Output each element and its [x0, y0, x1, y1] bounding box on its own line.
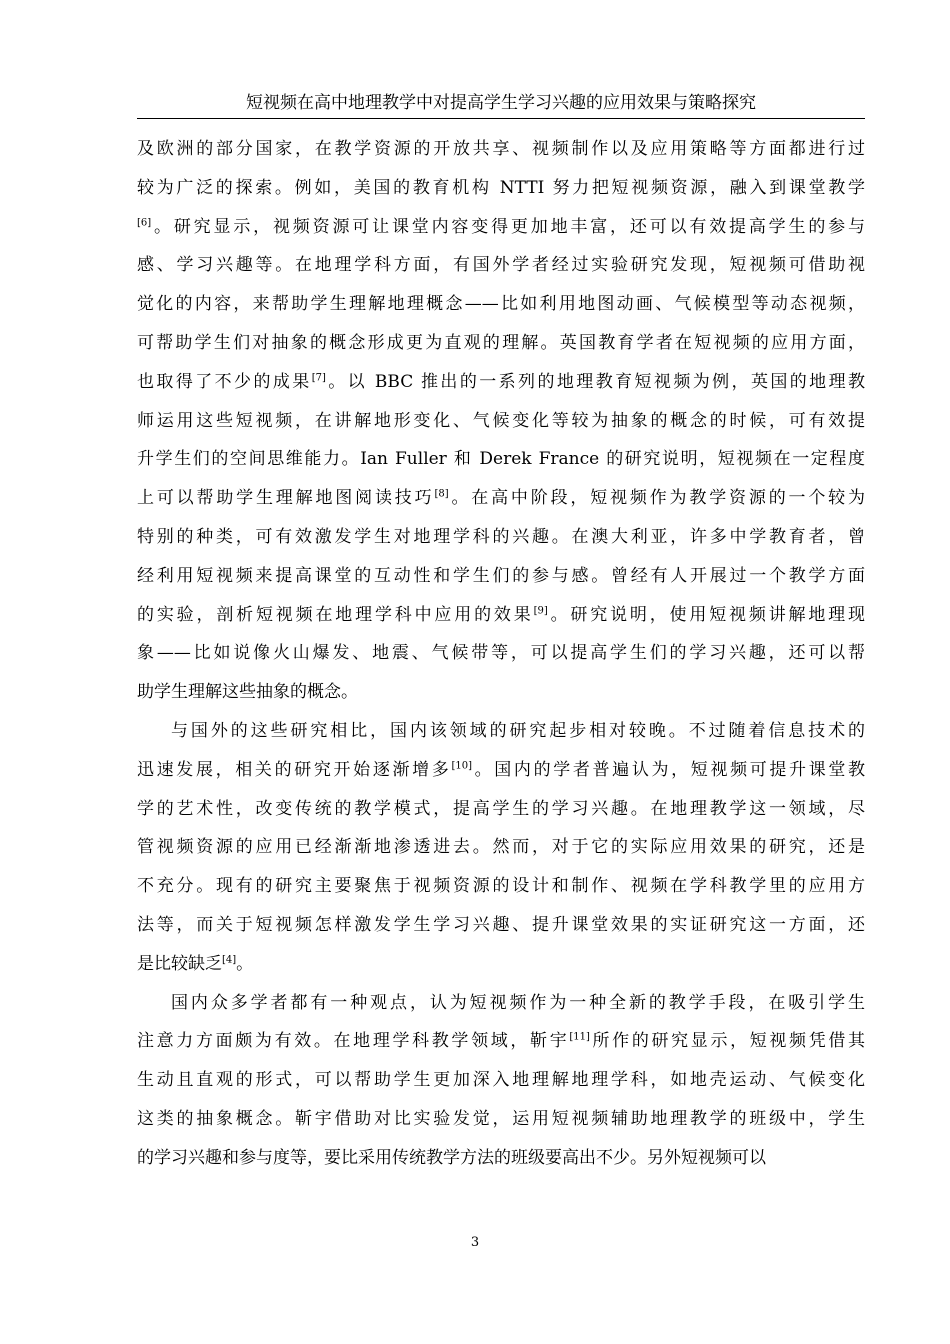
- text-run: 特别的种类，可有效激发学生对地理学科的兴趣。在澳大利亚，许多中学教育者，曾: [137, 526, 865, 547]
- running-header-title: 短视频在高中地理教学中对提高学生学习兴趣的应用效果与策略探究: [246, 93, 756, 113]
- text-line: [137, 169, 865, 208]
- text-run: 可帮助学生们对抽象的概念形成更为直观的理解。英国教育学者在短视频的应用方面，: [137, 332, 865, 353]
- citation-marker: [6]: [137, 216, 152, 228]
- text-line: [137, 479, 865, 518]
- text-line: [137, 1100, 865, 1139]
- text-run: 及欧洲的部分国家，在教学资源的开放共享、视频制作以及应用策略等方面都进行过: [137, 139, 865, 159]
- text-line: [137, 285, 865, 324]
- text-run: 。国内的学者普遍认为，短视频可提升课堂教: [471, 759, 866, 780]
- text-run: 迅速发展，相关的研究开始逐渐增多: [137, 759, 452, 780]
- text-line: [137, 324, 865, 363]
- citation-marker: [8]: [434, 488, 449, 500]
- text-run: 是比较缺乏: [137, 953, 222, 974]
- text-run: 所作的研究显示，短视频凭借其: [589, 1031, 866, 1052]
- text-run: 与国外的这些研究相比，国内该领域的研究起步相对较晚。不过随着信息技术的: [171, 720, 865, 741]
- text-run: 不充分。现有的研究主要聚焦于视频资源的设计和制作、视频在学科教学里的应用方: [137, 876, 865, 897]
- text-run: 升学生们的空间思维能力。Ian Fuller 和 Derek France 的研究说明，短视频在一定程度: [137, 449, 865, 470]
- text-run: 的学习兴趣和参与度等，要比采用传统教学方法的班级要高出不少。另外短视频可以: [137, 1147, 766, 1168]
- text-run: 。: [236, 953, 254, 974]
- text-run: 助学生理解这些抽象的概念。: [137, 682, 358, 703]
- text-run: 。在高中阶段，短视频作为教学资源的一个较为: [448, 488, 866, 509]
- text-run: 生动且直观的形式，可以帮助学生更加深入地理解地理学科，如地壳运动、气候变化: [137, 1070, 865, 1091]
- text-run: 管视频资源的应用已经渐渐地渗透进去。然而，对于它的实际应用效果的研究，还是: [137, 837, 865, 858]
- body-text: [137, 130, 865, 1178]
- text-line: [137, 208, 865, 247]
- text-line: [137, 402, 865, 441]
- text-run: 。研究显示，视频资源可让课堂内容变得更加地丰富，还可以有效提高学生的参与: [151, 216, 865, 237]
- text-run: 。以 BBC 推出的一系列的地理教育短视频为例，英国的地理教: [325, 371, 866, 392]
- text-line: [137, 130, 865, 169]
- text-line: [137, 1022, 865, 1061]
- text-run: 经利用短视频来提高课堂的互动性和学生们的参与感。曾经有人开展过一个教学方面: [137, 565, 865, 586]
- paragraph: [137, 712, 865, 984]
- text-line: [137, 246, 865, 285]
- paragraph: [137, 130, 865, 712]
- text-line: [137, 557, 865, 596]
- text-line: [137, 984, 865, 1023]
- text-run: 上可以帮助学生理解地图阅读技巧: [137, 488, 435, 509]
- citation-marker: [4]: [222, 954, 237, 966]
- citation-marker: [7]: [311, 372, 326, 384]
- text-line: [137, 945, 865, 984]
- header-divider: [137, 118, 865, 119]
- paragraph: [137, 984, 865, 1178]
- text-line: [137, 828, 865, 867]
- text-line: [137, 634, 865, 673]
- text-line: [137, 1061, 865, 1100]
- text-run: 觉化的内容，来帮助学生理解地理概念——比如利用地图动画、气候模型等动态视频，: [137, 294, 865, 315]
- text-line: [137, 712, 865, 751]
- text-line: [137, 867, 865, 906]
- text-line: [137, 790, 865, 829]
- text-run: 学的艺术性，改变传统的教学模式，提高学生的学习兴趣。在地理教学这一领域，尽: [137, 798, 865, 819]
- page-number: 3: [470, 1235, 480, 1250]
- text-run: 的实验，剖析短视频在地理学科中应用的效果: [137, 604, 534, 625]
- text-run: 这类的抽象概念。靳宇借助对比实验发觉，运用短视频辅助地理教学的班级中，学生: [137, 1108, 865, 1129]
- text-run: 较为广泛的探索。例如，美国的教育机构 NTTI 努力把短视频资源，融入到课堂教学: [137, 177, 865, 198]
- text-line: [137, 440, 865, 479]
- text-run: 。研究说明，使用短视频讲解地理现: [547, 604, 866, 625]
- text-line: [137, 596, 865, 635]
- text-line: [137, 673, 865, 712]
- text-line: [137, 363, 865, 402]
- text-run: 法等，而关于短视频怎样激发学生学习兴趣、提升课堂效果的实证研究这一方面，还: [137, 914, 865, 935]
- text-run: 也取得了不少的成果: [137, 371, 312, 392]
- text-line: [137, 906, 865, 945]
- text-run: 国内众多学者都有一种观点，认为短视频作为一种全新的教学手段，在吸引学生: [171, 992, 865, 1013]
- citation-marker: [11]: [569, 1031, 590, 1043]
- citation-marker: [10]: [451, 760, 472, 772]
- text-line: [137, 518, 865, 557]
- text-line: [137, 1139, 865, 1178]
- text-run: 感、学习兴趣等。在地理学科方面，有国外学者经过实验研究发现，短视频可借助视: [137, 255, 865, 276]
- text-run: 象——比如说像火山爆发、地震、气候带等，可以提高学生们的学习兴趣，还可以帮: [137, 643, 865, 664]
- text-run: 师运用这些短视频，在讲解地形变化、气候变化等较为抽象的概念的时候，可有效提: [137, 410, 865, 431]
- citation-marker: [9]: [533, 604, 548, 616]
- text-run: 注意力方面颇为有效。在地理学科教学领域，靳宇: [137, 1031, 570, 1052]
- text-line: [137, 751, 865, 790]
